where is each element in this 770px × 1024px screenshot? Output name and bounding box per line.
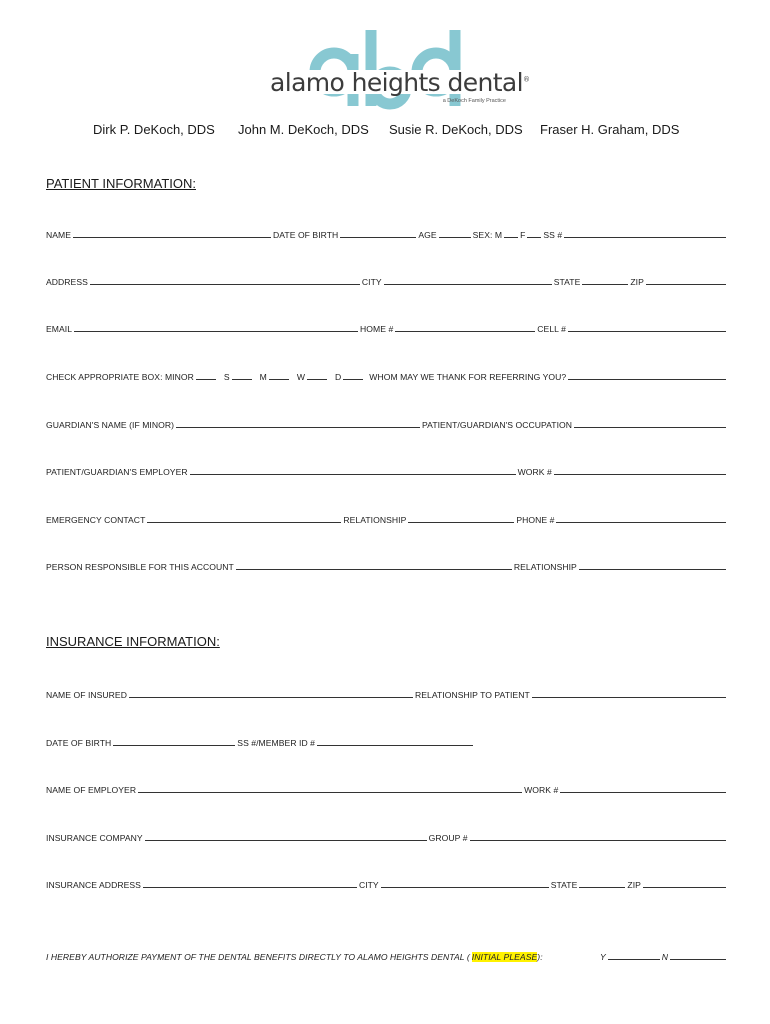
- doctor-name: John M. DeKoch, DDS: [238, 122, 369, 137]
- doctor-name: Fraser H. Graham, DDS: [540, 122, 680, 137]
- insured-dob-label: DATE OF BIRTH: [46, 738, 112, 748]
- name-field[interactable]: [73, 228, 271, 238]
- phone-field[interactable]: [556, 513, 726, 523]
- insurance-address-field[interactable]: [143, 878, 357, 888]
- insured-dob-field[interactable]: [113, 736, 235, 746]
- initial-please-highlight: INITIAL PLEASE: [471, 952, 538, 962]
- age-field[interactable]: [439, 228, 471, 238]
- single-label: S: [223, 372, 230, 382]
- state-label: STATE: [553, 277, 581, 287]
- ss-field[interactable]: [564, 228, 726, 238]
- patient-info-heading: PATIENT INFORMATION:: [46, 176, 196, 191]
- insured-name-field[interactable]: [129, 688, 413, 698]
- divorced-checkbox[interactable]: [343, 370, 363, 380]
- insurance-city-label: CITY: [358, 880, 379, 890]
- city-field[interactable]: [384, 275, 552, 285]
- doctor-list: [0, 122, 770, 140]
- zip-field[interactable]: [646, 275, 726, 285]
- responsible-field[interactable]: [236, 560, 512, 570]
- form-row-guardian: [46, 418, 726, 430]
- dob-label: DATE OF BIRTH: [273, 230, 339, 240]
- name-label: NAME: [46, 230, 72, 240]
- home-phone-label: HOME #: [360, 324, 394, 334]
- guardian-name-label: GUARDIAN'S NAME (IF MINOR): [46, 420, 175, 430]
- widowed-label: W: [296, 372, 306, 382]
- yes-initial-field[interactable]: [608, 950, 660, 960]
- referral-label: WHOM MAY WE THANK FOR REFERRING YOU?: [369, 372, 567, 382]
- dob-field[interactable]: [340, 228, 416, 238]
- insurance-city-field[interactable]: [381, 878, 549, 888]
- insurance-zip-label: ZIP: [627, 880, 641, 890]
- form-row-insurance-address: [46, 878, 726, 890]
- practice-logo: [268, 26, 530, 110]
- relationship-to-patient-field[interactable]: [532, 688, 726, 698]
- form-row-emergency: [46, 513, 726, 525]
- insurance-zip-field[interactable]: [643, 878, 726, 888]
- doctor-name: Dirk P. DeKoch, DDS: [93, 122, 215, 137]
- insurance-state-label: STATE: [550, 880, 578, 890]
- logo-tagline: a DeKoch Family Practice: [442, 98, 506, 104]
- email-label: EMAIL: [46, 324, 73, 334]
- work-phone-label: WORK #: [517, 467, 552, 477]
- insured-name-label: NAME OF INSURED: [46, 690, 127, 700]
- form-row-employer: [46, 465, 726, 477]
- responsible-relationship-field[interactable]: [579, 560, 726, 570]
- cell-phone-field[interactable]: [568, 322, 726, 332]
- doctor-name: Susie R. DeKoch, DDS: [389, 122, 523, 137]
- insurance-address-label: INSURANCE ADDRESS: [46, 880, 141, 890]
- minor-checkbox[interactable]: [196, 370, 216, 380]
- address-label: ADDRESS: [46, 277, 88, 287]
- work-phone-field[interactable]: [554, 465, 726, 475]
- form-row-insured-dob: [46, 736, 726, 748]
- insured-employer-label: NAME OF EMPLOYER: [46, 785, 137, 795]
- insurance-company-field[interactable]: [145, 831, 427, 841]
- form-row-address: [46, 275, 726, 287]
- relationship-to-patient-label: RELATIONSHIP TO PATIENT: [414, 690, 530, 700]
- guardian-name-field[interactable]: [176, 418, 420, 428]
- form-row-name: [46, 228, 726, 240]
- sex-female-field[interactable]: [527, 228, 541, 238]
- phone-label: PHONE #: [516, 515, 555, 525]
- authorization-close: ):: [537, 952, 543, 962]
- divorced-label: D: [335, 372, 342, 382]
- sex-label: SEX: M: [472, 230, 503, 240]
- guardian-employer-field[interactable]: [190, 465, 516, 475]
- insured-work-label: WORK #: [524, 785, 559, 795]
- sex-male-field[interactable]: [504, 228, 518, 238]
- authorization-text: I HEREBY AUTHORIZE PAYMENT OF THE DENTAL BENEFITS DIRECTLY TO ALAMO HEIGHTS DENTAL (: [46, 952, 470, 962]
- cell-phone-label: CELL #: [537, 324, 566, 334]
- city-label: CITY: [361, 277, 382, 287]
- insurance-state-field[interactable]: [579, 878, 625, 888]
- married-checkbox[interactable]: [269, 370, 289, 380]
- sex-female-label: F: [520, 230, 526, 240]
- member-id-field[interactable]: [317, 736, 473, 746]
- state-field[interactable]: [582, 275, 628, 285]
- relationship-label: RELATIONSHIP: [343, 515, 407, 525]
- home-phone-field[interactable]: [395, 322, 535, 332]
- single-checkbox[interactable]: [232, 370, 252, 380]
- no-label: N: [661, 952, 668, 962]
- insurance-info-heading: INSURANCE INFORMATION:: [46, 634, 220, 649]
- zip-label: ZIP: [630, 277, 644, 287]
- email-field[interactable]: [74, 322, 358, 332]
- form-row-email: [46, 322, 726, 334]
- form-row-status: [46, 370, 726, 382]
- emergency-contact-label: EMERGENCY CONTACT: [46, 515, 146, 525]
- yes-label: Y: [599, 952, 606, 962]
- address-field[interactable]: [90, 275, 360, 285]
- widowed-checkbox[interactable]: [307, 370, 327, 380]
- form-row-insured-employer: [46, 783, 726, 795]
- guardian-employer-label: PATIENT/GUARDIAN'S EMPLOYER: [46, 467, 188, 477]
- form-row-responsible: [46, 560, 726, 572]
- referral-field[interactable]: [568, 370, 726, 380]
- group-field[interactable]: [470, 831, 726, 841]
- relationship-field[interactable]: [408, 513, 514, 523]
- authorization-row: [46, 950, 726, 962]
- married-label: M: [259, 372, 267, 382]
- form-row-company: [46, 831, 726, 843]
- insured-work-field[interactable]: [560, 783, 726, 793]
- insured-employer-field[interactable]: [138, 783, 522, 793]
- check-box-label: CHECK APPROPRIATE BOX: MINOR: [46, 372, 194, 382]
- no-initial-field[interactable]: [670, 950, 726, 960]
- guardian-occupation-label: PATIENT/GUARDIAN'S OCCUPATION: [422, 420, 573, 430]
- guardian-occupation-field[interactable]: [574, 418, 726, 428]
- group-label: GROUP #: [428, 833, 468, 843]
- responsible-label: PERSON RESPONSIBLE FOR THIS ACCOUNT: [46, 562, 234, 572]
- member-id-label: SS #/MEMBER ID #: [237, 738, 315, 748]
- age-label: AGE: [418, 230, 437, 240]
- insurance-company-label: INSURANCE COMPANY: [46, 833, 143, 843]
- logo-wordmark: alamo heights dental®: [270, 68, 530, 97]
- responsible-relationship-label: RELATIONSHIP: [513, 562, 577, 572]
- form-row-insured: [46, 688, 726, 700]
- emergency-contact-field[interactable]: [147, 513, 341, 523]
- ss-label: SS #: [543, 230, 563, 240]
